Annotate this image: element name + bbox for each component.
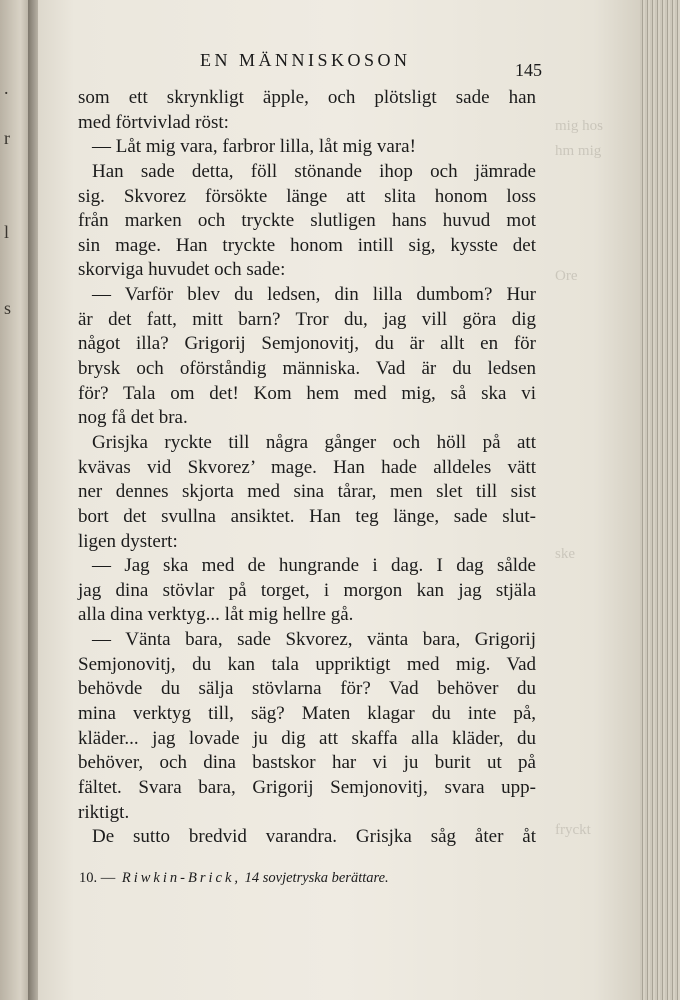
footer-author: Riwkin-Brick, <box>121 870 242 886</box>
text-line: — Låt mig vara, farbror lilla, låt mig vara! <box>92 136 416 158</box>
signature-line <box>79 870 539 887</box>
margin-mark: . <box>4 78 9 98</box>
text-line: behöver, och dina bastskor har vi ju burit ut på <box>78 752 536 774</box>
show-through-text: mig hos <box>555 118 603 134</box>
body-text <box>78 86 536 850</box>
text-line: Han sade detta, föll stönande ihop och jämrade <box>92 160 536 182</box>
text-line: bort det svullna ansiktet. Han teg länge, sade slut- <box>78 505 536 527</box>
text-line: brysk och oförståndig människa. Vad är du ledsen <box>78 358 536 380</box>
text-line: — Varför blev du ledsen, din lilla dumbom? Hur <box>92 284 536 306</box>
text-line: är det fatt, mitt barn? Tror du, jag vill göra dig <box>78 308 536 330</box>
page-number: 145 <box>515 60 542 80</box>
text-line: sig. Skvorez försökte länge att slita honom loss <box>78 185 536 207</box>
text-line: Semjonovitj, du kan tala uppriktigt med mig. Vad <box>78 653 536 675</box>
text-line: riktigt. <box>78 801 130 823</box>
text-line: — Vänta bara, sade Skvorez, vänta bara, Grigorij <box>92 629 536 651</box>
text-line: något illa? Grigorij Semjonovitj, du är allt en för <box>78 333 536 355</box>
text-line: De sutto bredvid varandra. Grisjka såg åter åt <box>92 826 536 848</box>
text-line: fältet. Svara bara, Grigorij Semjonovitj, svara upp- <box>78 776 536 798</box>
text-line: för? Tala om det! Kom hem med mig, så ska vi <box>78 382 536 404</box>
show-through-text: fryckt <box>555 822 591 838</box>
margin-mark: s <box>4 298 12 318</box>
page-edges <box>640 0 680 1000</box>
text-line: Grisjka ryckte till några gånger och höll på att <box>92 431 536 453</box>
text-line: sin mage. Han tryckte honom intill sig, kysste det <box>78 234 536 256</box>
show-through-text: ske <box>555 546 575 562</box>
text-line: som ett skrynkligt äpple, och plötsligt sade han <box>78 87 536 108</box>
text-line: ligen dystert: <box>78 530 178 552</box>
text-line: med förtvivlad röst: <box>78 111 229 133</box>
text-line: kvävas vid Skvorez’ mage. Han hade alldeles vätt <box>78 456 536 478</box>
margin-mark: l <box>4 222 10 242</box>
text-line: från marken och tryckte slutligen hans huvud mot <box>78 210 536 232</box>
text-line: jag dina stövlar på torget, i morgon kan jag stjäla <box>78 579 536 601</box>
signature-mark: 10. — <box>79 870 116 886</box>
running-title: EN MÄNNISKOSON <box>200 50 411 70</box>
text-line: nog få det bra. <box>78 407 188 429</box>
text-line: skorviga huvudet och sade: <box>78 259 286 281</box>
show-through-text: Ore <box>555 268 578 284</box>
text-line: behövde du sälja stövlarna för? Vad behöver du <box>78 678 536 700</box>
text-line: kläder... jag lovade ju dig att skaffa alla kläder, du <box>78 727 536 749</box>
show-through-text: hm mig <box>555 143 602 159</box>
margin-mark: r <box>4 128 10 148</box>
footer-book-title: 14 sovjetryska berättare. <box>244 870 389 886</box>
text-line: — Jag ska med de hungrande i dag. I dag sålde <box>92 555 536 577</box>
text-line: alla dina verktyg... låt mig hellre gå. <box>78 604 354 626</box>
text-line: ner dennes skjorta med sina tårar, men slet till sist <box>78 481 536 503</box>
text-line: mina verktyg till, säg? Maten klagar du inte på, <box>78 703 536 725</box>
